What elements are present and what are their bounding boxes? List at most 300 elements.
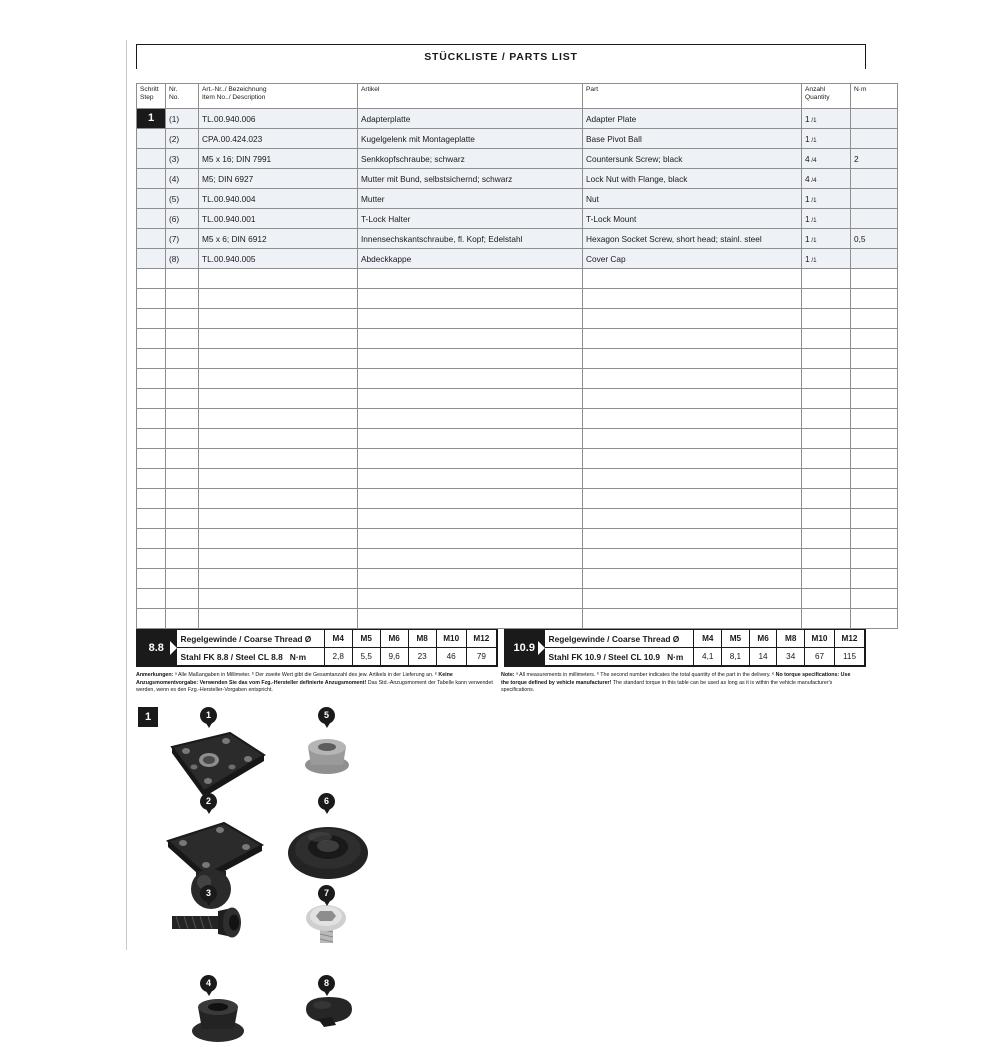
cell-empty <box>802 349 851 369</box>
cell-empty <box>583 389 802 409</box>
cell-step <box>137 129 166 149</box>
cell-empty <box>802 329 851 349</box>
cell-empty <box>166 509 199 529</box>
cell-article-number: TL.00.940.004 <box>199 189 358 209</box>
cell-article-number: TL.00.940.001 <box>199 209 358 229</box>
cell-empty <box>851 269 898 289</box>
quantity-value: 1 <box>805 133 810 144</box>
torque-88-size-0: M4 <box>324 630 352 648</box>
quantity-total: /4 <box>809 156 817 164</box>
cell-empty <box>166 389 199 409</box>
cell-item-number: (1) <box>166 109 199 129</box>
part-image-countersunk-screw <box>168 903 264 943</box>
cell-empty <box>851 289 898 309</box>
cell-part: Cover Cap <box>583 249 802 269</box>
cell-article-number: M5 x 6; DIN 6912 <box>199 229 358 249</box>
cell-empty <box>358 349 583 369</box>
cell-artikel: T-Lock Halter <box>358 209 583 229</box>
cell-article-number: M5; DIN 6927 <box>199 169 358 189</box>
cell-torque <box>851 169 898 189</box>
part-image-adapter-plate <box>160 729 270 801</box>
cell-item-number: (5) <box>166 189 199 209</box>
cell-empty <box>583 369 802 389</box>
cell-empty <box>137 469 166 489</box>
cell-part: Hexagon Socket Screw, short head; stainl. steel <box>583 229 802 249</box>
page-left-rule <box>126 40 127 950</box>
cell-empty <box>583 329 802 349</box>
cell-empty <box>802 289 851 309</box>
callout-2: 2 <box>200 793 217 810</box>
cell-quantity <box>802 169 851 189</box>
cell-empty <box>166 449 199 469</box>
header-part <box>583 84 802 109</box>
cell-empty <box>583 349 802 369</box>
torque-109-thread-label: Regelgewinde / Coarse Thread Ø <box>544 630 694 648</box>
cell-empty <box>358 589 583 609</box>
header-step-de: Schritt <box>140 86 159 93</box>
cell-empty <box>199 329 358 349</box>
cell-step <box>137 149 166 169</box>
cell-empty <box>802 549 851 569</box>
table-row-empty <box>137 349 898 369</box>
cell-article-number: TL.00.940.005 <box>199 249 358 269</box>
cell-empty <box>358 569 583 589</box>
header-quantity <box>802 84 851 109</box>
cell-empty <box>851 369 898 389</box>
cell-empty <box>199 509 358 529</box>
cell-artikel: Mutter mit Bund, selbstsichernd; schwarz <box>358 169 583 189</box>
torque-109-size-3: M8 <box>777 630 805 648</box>
cell-empty <box>802 609 851 629</box>
table-row-empty <box>137 289 898 309</box>
cell-empty <box>583 609 802 629</box>
footnote-en-text: ᵃ All measurements in millimeters. ᵇ The second number indicates the total quantity of the part in the delivery. <box>516 672 771 678</box>
quantity-value: 1 <box>805 213 810 224</box>
cell-artikel: Adapterplatte <box>358 109 583 129</box>
parts-table-head <box>137 84 898 109</box>
cell-empty <box>358 489 583 509</box>
cell-empty <box>802 529 851 549</box>
torque-88-steel-text: Stahl FK 8.8 / Steel CL 8.8 <box>180 651 283 662</box>
cell-empty <box>199 369 358 389</box>
cell-empty <box>199 609 358 629</box>
footnote-de <box>136 672 501 695</box>
torque-88-size-2: M6 <box>380 630 408 648</box>
cell-empty <box>851 509 898 529</box>
table-row-empty <box>137 529 898 549</box>
cell-artikel: Abdeckkappe <box>358 249 583 269</box>
cell-article-number: CPA.00.424.023 <box>199 129 358 149</box>
cell-empty <box>851 569 898 589</box>
cell-empty <box>851 529 898 549</box>
cell-empty <box>802 269 851 289</box>
cell-empty <box>166 429 199 449</box>
cell-empty <box>166 469 199 489</box>
quantity-value: 4 <box>805 153 810 164</box>
cell-step <box>137 189 166 209</box>
table-row-empty <box>137 489 898 509</box>
cell-item-number: (7) <box>166 229 199 249</box>
title-spacer <box>136 69 866 83</box>
quantity-value: 1 <box>805 233 810 244</box>
cell-empty <box>199 309 358 329</box>
cell-empty <box>851 309 898 329</box>
callout-1: 1 <box>200 707 217 724</box>
cell-torque <box>851 129 898 149</box>
cell-artikel: Mutter <box>358 189 583 209</box>
torque-109-value-5: 115 <box>834 648 864 666</box>
header-quantity-de: Anzahl <box>805 86 826 93</box>
callout-8: 8 <box>318 975 335 992</box>
table-row <box>137 229 898 249</box>
cell-item-number: (6) <box>166 209 199 229</box>
table-row <box>137 249 898 269</box>
table-row <box>137 149 898 169</box>
table-row-empty <box>137 589 898 609</box>
torque-109-size-0: M4 <box>694 630 722 648</box>
cell-artikel: Innensechskantschraube, fl. Kopf; Edelstahl <box>358 229 583 249</box>
table-row <box>137 209 898 229</box>
table-row <box>137 109 898 129</box>
cell-empty <box>583 469 802 489</box>
cell-empty <box>137 609 166 629</box>
footnote-de-tail: Das Std.-Anzugsmoment der Tabelle kann verwendet werden, wenn es den Fzg.-Hersteller-Vorgaben entspricht. <box>136 679 493 694</box>
cell-empty <box>137 429 166 449</box>
cell-empty <box>583 289 802 309</box>
cell-empty <box>583 429 802 449</box>
cell-article-number: M5 x 16; DIN 7991 <box>199 149 358 169</box>
cell-empty <box>358 529 583 549</box>
cell-empty <box>166 369 199 389</box>
parts-list-sheet <box>136 44 866 1047</box>
cell-part: Countersunk Screw; black <box>583 149 802 169</box>
parts-table-header-row <box>137 84 898 109</box>
torque-109-unit: N·m <box>667 651 684 662</box>
torque-109-value-2: 14 <box>749 648 777 666</box>
part-image-hex-socket-screw <box>298 903 356 947</box>
cell-empty <box>199 289 358 309</box>
cell-empty <box>199 449 358 469</box>
footnote-de-prefix: Anmerkungen: <box>136 672 174 678</box>
torque-88-row-values <box>176 648 496 666</box>
torque-88-row-header <box>176 630 496 648</box>
torque-grade-109-text: 10.9 <box>513 641 535 654</box>
diagram-step-badge: 1 <box>138 707 158 727</box>
table-row-empty <box>137 549 898 569</box>
torque-109-value-0: 4,1 <box>694 648 722 666</box>
cell-empty <box>358 389 583 409</box>
cell-step <box>137 249 166 269</box>
cell-item-number: (8) <box>166 249 199 269</box>
cell-article-number: TL.00.940.006 <box>199 109 358 129</box>
header-quantity-en: Quantity <box>805 94 830 102</box>
callout-7: 7 <box>318 885 335 902</box>
header-artikel <box>358 84 583 109</box>
table-row-empty <box>137 389 898 409</box>
cell-empty <box>358 429 583 449</box>
cell-empty <box>358 369 583 389</box>
page-title <box>136 44 866 69</box>
torque-88-size-4: M10 <box>436 630 466 648</box>
cell-empty <box>802 409 851 429</box>
cell-empty <box>583 509 802 529</box>
footnote-en <box>501 672 866 695</box>
cell-item-number: (4) <box>166 169 199 189</box>
cell-empty <box>199 429 358 449</box>
cell-empty <box>802 449 851 469</box>
cell-empty <box>583 309 802 329</box>
cell-empty <box>583 449 802 469</box>
table-row-empty <box>137 309 898 329</box>
quantity-total: /1 <box>809 116 817 124</box>
cell-empty <box>583 489 802 509</box>
callout-4: 4 <box>200 975 217 992</box>
cell-empty <box>583 269 802 289</box>
table-row-empty <box>137 609 898 629</box>
table-row-empty <box>137 469 898 489</box>
table-row-empty <box>137 369 898 389</box>
header-step-en: Step <box>140 94 154 102</box>
cell-torque <box>851 209 898 229</box>
torque-88-size-5: M12 <box>466 630 496 648</box>
cell-step <box>137 169 166 189</box>
header-part-text: Part <box>586 86 599 93</box>
cell-empty <box>199 469 358 489</box>
cell-empty <box>802 369 851 389</box>
quantity-total: /1 <box>809 136 817 144</box>
quantity-total: /1 <box>809 196 817 204</box>
cell-empty <box>199 269 358 289</box>
cell-step <box>137 209 166 229</box>
torque-109-row-header <box>544 630 864 648</box>
torque-arrow-icon <box>538 641 545 655</box>
parts-table <box>136 83 898 629</box>
cell-empty <box>851 329 898 349</box>
torque-table-109 <box>504 629 866 667</box>
cell-torque <box>851 109 898 129</box>
cell-empty <box>851 609 898 629</box>
part-image-t-lock-mount <box>286 815 370 885</box>
header-no <box>166 84 199 109</box>
cell-empty <box>137 409 166 429</box>
torque-88-value-5: 79 <box>466 648 496 666</box>
quantity-total: /1 <box>809 236 817 244</box>
torque-88-value-2: 9,6 <box>380 648 408 666</box>
cell-empty <box>166 349 199 369</box>
table-row-empty <box>137 269 898 289</box>
cell-empty <box>199 529 358 549</box>
torque-tables <box>136 629 866 667</box>
torque-88-value-3: 23 <box>408 648 436 666</box>
quantity-value: 4 <box>805 173 810 184</box>
cell-empty <box>166 329 199 349</box>
part-image-cover-cap <box>298 993 360 1033</box>
cell-empty <box>137 349 166 369</box>
table-row-empty <box>137 569 898 589</box>
cell-empty <box>137 549 166 569</box>
cell-empty <box>851 389 898 409</box>
quantity-value: 1 <box>805 253 810 264</box>
cell-item-number: (3) <box>166 149 199 169</box>
cell-empty <box>851 429 898 449</box>
cell-empty <box>137 449 166 469</box>
cell-empty <box>137 509 166 529</box>
cell-empty <box>137 589 166 609</box>
cell-quantity <box>802 109 851 129</box>
cell-empty <box>802 509 851 529</box>
cell-part: Lock Nut with Flange, black <box>583 169 802 189</box>
parts-diagram <box>136 707 866 1047</box>
cell-empty <box>851 549 898 569</box>
cell-empty <box>137 389 166 409</box>
cell-empty <box>851 489 898 509</box>
cell-empty <box>166 609 199 629</box>
header-no-de: Nr. <box>169 86 178 93</box>
torque-88-size-1: M5 <box>352 630 380 648</box>
cell-empty <box>802 309 851 329</box>
footnote-de-text: ᵃ Alle Maßangaben in Millimeter. ᵇ Der zweite Wert gibt die Gesamtanzahl des jew. Artikels in der Lieferung an. <box>174 672 434 678</box>
parts-table-body <box>137 109 898 629</box>
cell-empty <box>199 349 358 369</box>
part-image-lock-nut-flange <box>180 993 256 1045</box>
cell-torque: 0,5 <box>851 229 898 249</box>
header-item-no-en: Item No../ Description <box>202 94 266 102</box>
cell-empty <box>358 549 583 569</box>
cell-empty <box>358 289 583 309</box>
torque-88-size-3: M8 <box>408 630 436 648</box>
cell-empty <box>166 489 199 509</box>
cell-empty <box>166 549 199 569</box>
cell-empty <box>166 569 199 589</box>
header-artikel-text: Artikel <box>361 86 380 93</box>
cell-empty <box>583 529 802 549</box>
cell-empty <box>137 309 166 329</box>
table-row <box>137 169 898 189</box>
table-row-empty <box>137 449 898 469</box>
cell-step <box>137 229 166 249</box>
cell-artikel: Kugelgelenk mit Montageplatte <box>358 129 583 149</box>
cell-torque: 2 <box>851 149 898 169</box>
cell-empty <box>851 469 898 489</box>
cell-empty <box>166 409 199 429</box>
footnote-de-bold: ᶜ Keine Anzugsmomentvorgabe: Verwenden Sie das vom Fzg.-Hersteller definierte Anzugsmoment! <box>136 672 453 686</box>
torque-table-88 <box>136 629 498 667</box>
cell-empty <box>802 489 851 509</box>
cell-empty <box>802 589 851 609</box>
cell-empty <box>137 569 166 589</box>
callout-3: 3 <box>200 885 217 902</box>
torque-grid-109 <box>544 629 865 666</box>
cell-empty <box>583 549 802 569</box>
table-row-empty <box>137 429 898 449</box>
torque-88-steel-label <box>176 648 324 666</box>
table-row <box>137 189 898 209</box>
header-no-en: No. <box>169 94 180 102</box>
cell-empty <box>358 609 583 629</box>
footnotes <box>136 672 866 695</box>
cell-empty <box>137 489 166 509</box>
callout-5: 5 <box>318 707 335 724</box>
cell-empty <box>137 369 166 389</box>
table-row <box>137 129 898 149</box>
torque-88-value-0: 2,8 <box>324 648 352 666</box>
torque-109-size-4: M10 <box>805 630 835 648</box>
quantity-total: /1 <box>809 216 817 224</box>
torque-109-value-4: 67 <box>805 648 835 666</box>
cell-empty <box>583 569 802 589</box>
cell-empty <box>166 289 199 309</box>
part-image-base-pivot-ball <box>158 815 276 913</box>
cell-empty <box>358 309 583 329</box>
torque-109-size-2: M6 <box>749 630 777 648</box>
cell-quantity <box>802 249 851 269</box>
cell-empty <box>851 449 898 469</box>
cell-empty <box>583 409 802 429</box>
page-title-text: STÜCKLISTE / PARTS LIST <box>424 51 578 63</box>
step-badge: 1 <box>137 109 165 128</box>
cell-empty <box>802 429 851 449</box>
cell-step <box>137 109 166 129</box>
torque-109-value-3: 34 <box>777 648 805 666</box>
quantity-total: /4 <box>809 176 817 184</box>
cell-torque <box>851 249 898 269</box>
quantity-value: 1 <box>805 193 810 204</box>
cell-part: Nut <box>583 189 802 209</box>
header-torque <box>851 84 898 109</box>
cell-quantity <box>802 229 851 249</box>
cell-empty <box>199 489 358 509</box>
cell-quantity <box>802 149 851 169</box>
header-torque-text: N·m <box>854 86 867 93</box>
cell-empty <box>166 589 199 609</box>
torque-109-steel-label <box>544 648 694 666</box>
torque-88-unit: N·m <box>289 651 307 662</box>
cell-torque <box>851 189 898 209</box>
torque-grade-88-text: 8.8 <box>148 641 164 654</box>
cell-item-number: (2) <box>166 129 199 149</box>
cell-empty <box>137 289 166 309</box>
torque-109-row-values <box>544 648 864 666</box>
cell-empty <box>166 529 199 549</box>
torque-grade-88 <box>137 629 176 666</box>
torque-109-size-1: M5 <box>722 630 750 648</box>
cell-empty <box>166 269 199 289</box>
cell-artikel: Senkkopfschraube; schwarz <box>358 149 583 169</box>
cell-empty <box>358 409 583 429</box>
cell-empty <box>802 469 851 489</box>
cell-empty <box>199 569 358 589</box>
quantity-total: /1 <box>809 256 817 264</box>
cell-empty <box>199 409 358 429</box>
torque-grade-109 <box>505 629 544 666</box>
cell-empty <box>358 449 583 469</box>
cell-empty <box>851 589 898 609</box>
cell-quantity <box>802 129 851 149</box>
torque-109-size-5: M12 <box>834 630 864 648</box>
footnote-en-bold: ᶜ No torque specifications: Use the torque defined by vehicle manufacturer! <box>501 672 851 686</box>
cell-empty <box>137 529 166 549</box>
cell-empty <box>199 389 358 409</box>
header-item-no-de: Art.-Nr../ Bezeichnung <box>202 86 267 93</box>
cell-empty <box>137 269 166 289</box>
torque-88-value-4: 46 <box>436 648 466 666</box>
footnote-en-prefix: Note: <box>501 672 515 678</box>
cell-part: Base Pivot Ball <box>583 129 802 149</box>
cell-empty <box>358 269 583 289</box>
torque-109-value-1: 8,1 <box>722 648 750 666</box>
cell-empty <box>851 409 898 429</box>
cell-part: Adapter Plate <box>583 109 802 129</box>
